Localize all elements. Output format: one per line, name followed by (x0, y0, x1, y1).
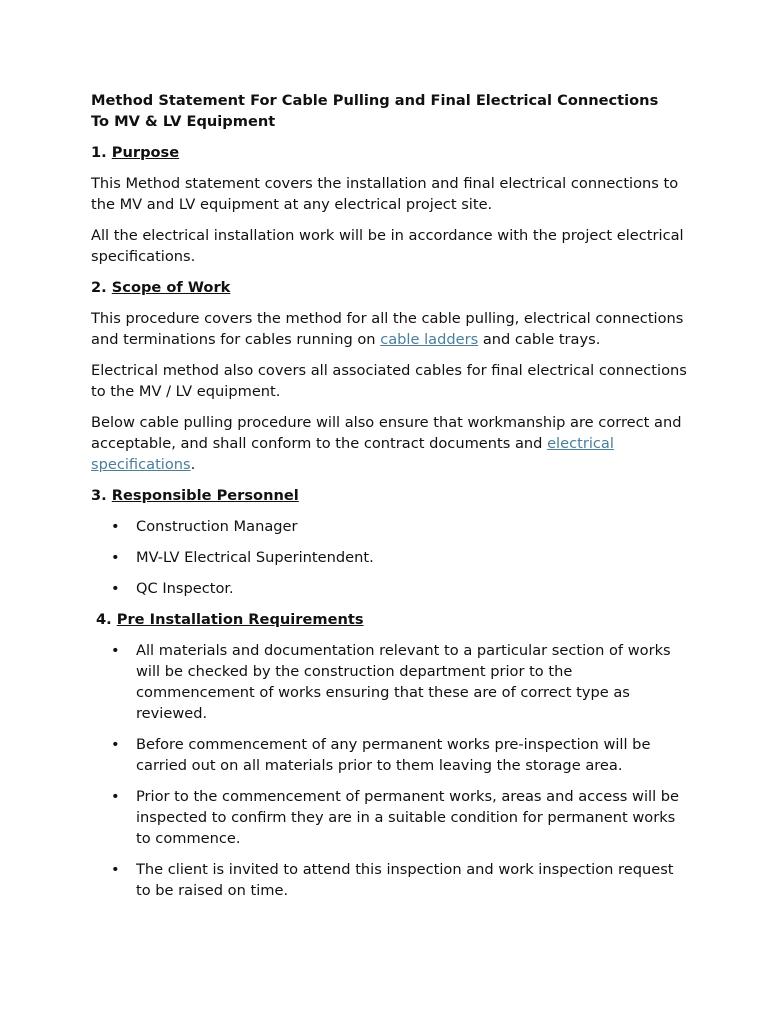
section-number: 4. (96, 611, 117, 628)
list-item-text: MV-LV Electrical Superintendent. (136, 549, 374, 566)
section-heading-label: Pre Installation Requirements (116, 611, 364, 628)
bullet-icon: • (111, 788, 120, 805)
list-item (91, 516, 691, 537)
list-item (91, 578, 691, 599)
pre-installation-list (91, 640, 691, 901)
scope-paragraph-1 (91, 308, 691, 350)
section-number: 1. (91, 144, 112, 161)
section-heading-label: Responsible Personnel (111, 487, 299, 504)
list-item (91, 734, 691, 776)
scope-p3-text-end: . (190, 456, 196, 473)
list-item-text: All materials and documentation relevant to a particular section of works will be checked by the construction department prior to the commencement of works ensuring that these are of correct type as reviewed. (136, 642, 671, 722)
document-title (91, 90, 691, 132)
list-item-text: Construction Manager (136, 518, 298, 535)
section-heading-purpose (91, 142, 691, 163)
bullet-icon: • (111, 580, 120, 597)
bullet-icon: • (111, 861, 120, 878)
list-item-text: QC Inspector. (136, 580, 234, 597)
bullet-icon: • (111, 736, 120, 753)
bullet-icon: • (111, 549, 120, 566)
list-item (91, 786, 691, 849)
document-title-line1: Method Statement For Cable Pulling and Final Electrical Connections (91, 92, 659, 109)
section-heading-scope (91, 277, 691, 298)
cable-ladders-link[interactable]: cable ladders (380, 331, 479, 348)
scope-paragraph-2: Electrical method also covers all associated cables for final electrical connections to the MV / LV equipment. (91, 362, 687, 400)
section-heading-label: Purpose (111, 144, 180, 161)
list-item (91, 547, 691, 568)
document-title-line2: To MV & LV Equipment (91, 113, 276, 130)
list-item (91, 859, 691, 901)
purpose-paragraph-1: This Method statement covers the installation and final electrical connections to the MV and LV equipment at any electrical project site. (91, 175, 679, 213)
scope-paragraph-3 (91, 412, 691, 475)
section-heading-personnel (91, 485, 691, 506)
scope-p3-text: Below cable pulling procedure will also ensure that workmanship are correct and acceptable, and shall conform to the contract documents and (91, 414, 682, 452)
section-heading-pre-installation (96, 609, 691, 630)
section-number: 2. (91, 279, 112, 296)
section-heading-label: Scope of Work (111, 279, 231, 296)
bullet-icon: • (111, 642, 120, 659)
list-item-text: The client is invited to attend this inspection and work inspection request to be raised on time. (136, 861, 674, 899)
list-item-text: Before commencement of any permanent works pre-inspection will be carried out on all materials prior to them leaving the storage area. (136, 736, 651, 774)
list-item (91, 640, 691, 724)
personnel-list (91, 516, 691, 599)
scope-p1-text: This procedure covers the method for all the cable pulling, electrical connections and terminations for cables running on (91, 310, 684, 348)
electrical-specifications-link[interactable]: electrical specifications (91, 435, 614, 473)
purpose-paragraph-2: All the electrical installation work will be in accordance with the project electrical specifications. (91, 227, 684, 265)
scope-p1-text-end: and cable trays. (478, 331, 601, 348)
document-body (91, 90, 691, 911)
bullet-icon: • (111, 518, 120, 535)
section-number: 3. (91, 487, 112, 504)
list-item-text: Prior to the commencement of permanent works, areas and access will be inspected to confirm they are in a suitable condition for permanent works to commence. (136, 788, 680, 847)
